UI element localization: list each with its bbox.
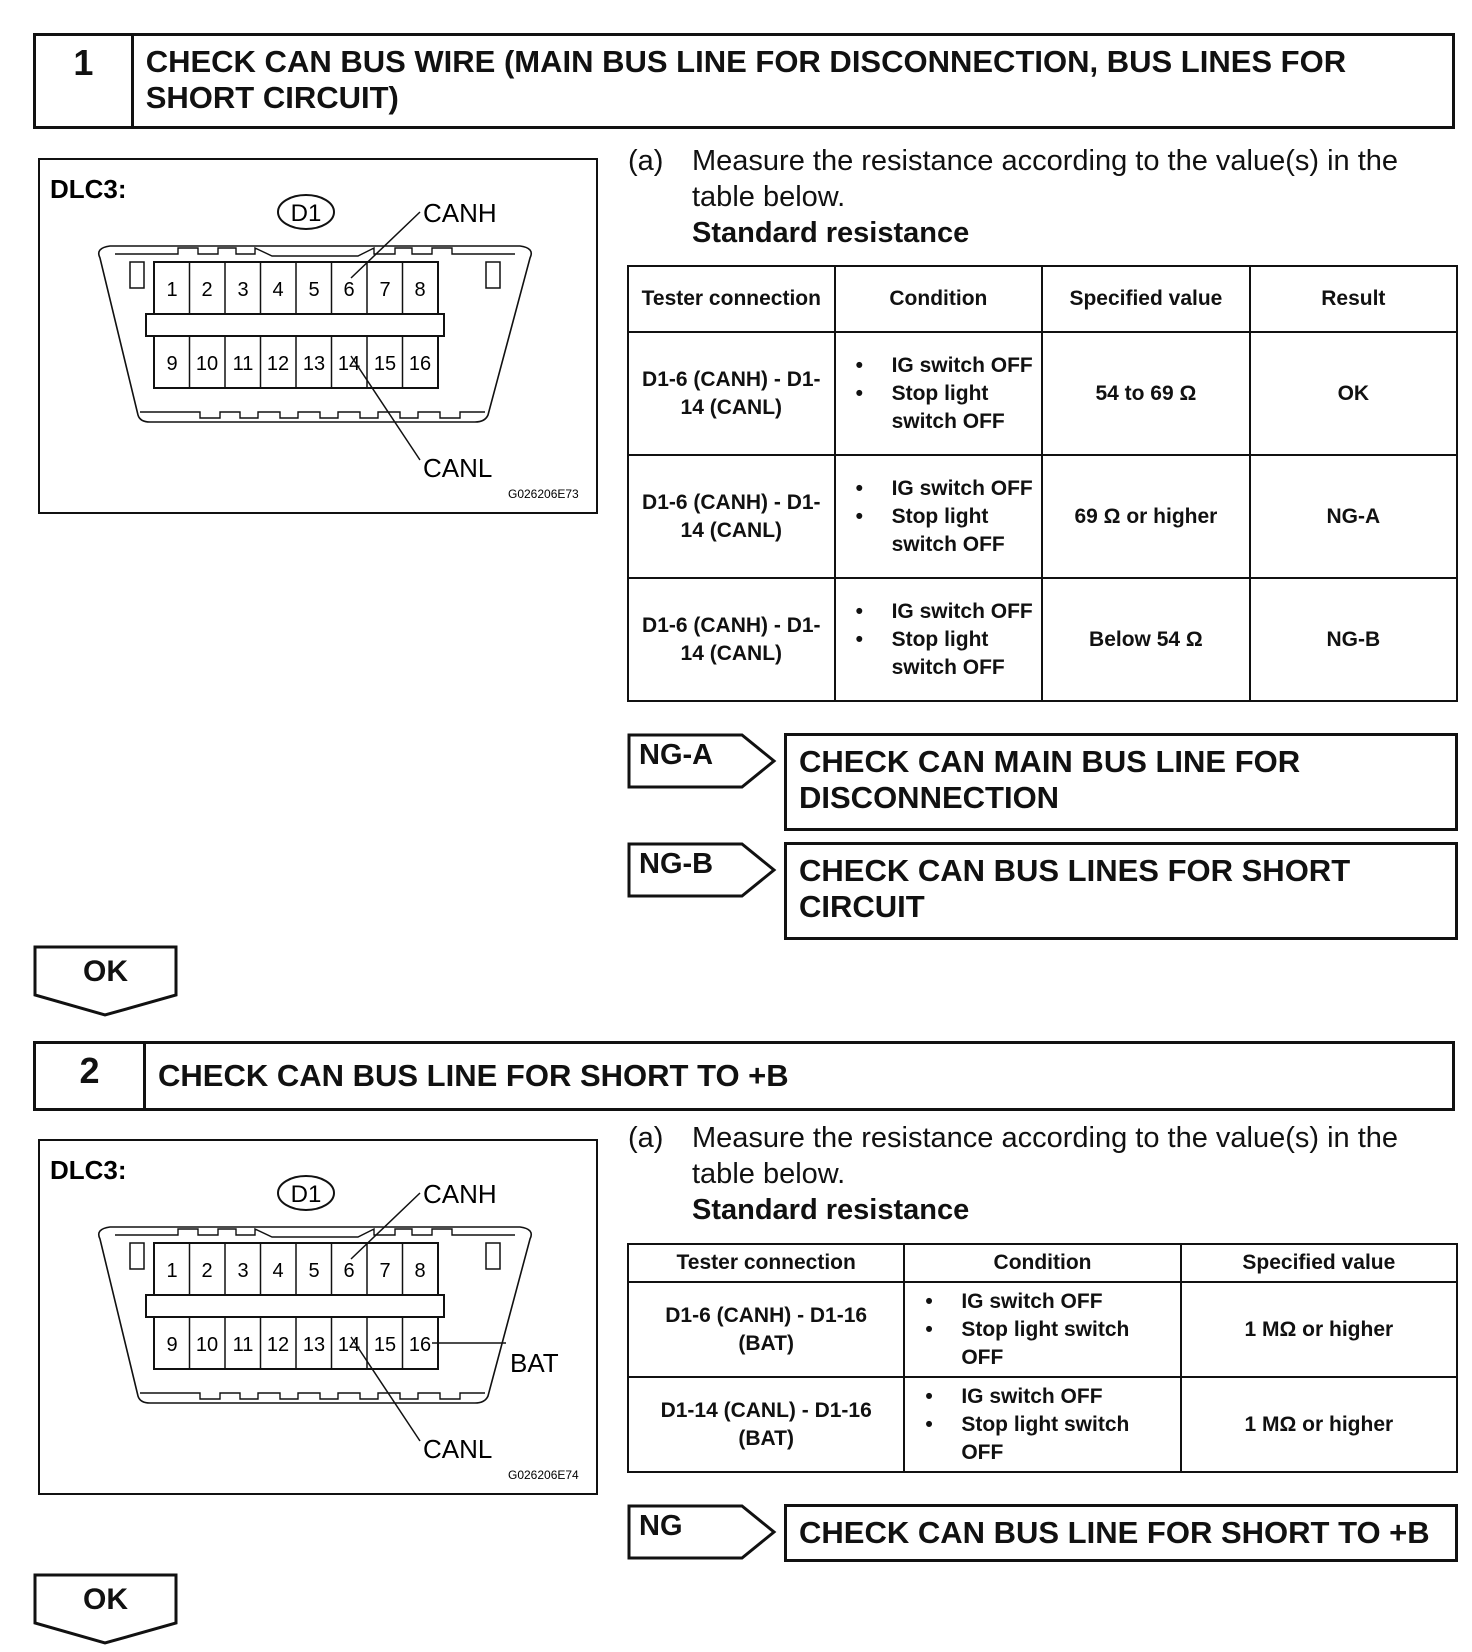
instruction-text: Measure the resistance according to the value(s) in the table below. — [692, 1122, 1399, 1190]
col-header: Specified value — [1042, 266, 1249, 332]
diagram-label: DLC3: — [50, 1155, 127, 1185]
condition-item: • Stop light switch OFF — [911, 1316, 1173, 1372]
cell-connection: D1-6 (CANH) - D1-14 (CANL) — [628, 455, 835, 578]
pin-11: 11 — [232, 353, 254, 375]
instruction-1 — [628, 143, 1458, 251]
cell-result: OK — [1250, 332, 1457, 455]
cell-connection: D1-14 (CANL) - D1-16 (BAT) — [628, 1377, 904, 1472]
cell-condition — [904, 1377, 1180, 1472]
condition-item: • Stop light switch OFF — [842, 626, 1036, 682]
pin-13: 13 — [302, 353, 326, 375]
pin-3: 3 — [237, 1260, 249, 1282]
ng-b-label: NG-B — [639, 848, 714, 880]
col-header: Condition — [835, 266, 1043, 332]
cell-condition — [904, 1282, 1180, 1377]
pin-11: 11 — [232, 1334, 254, 1356]
col-header: Tester connection — [628, 266, 835, 332]
condition-item: • IG switch OFF — [911, 1383, 1173, 1411]
cell-value: 54 to 69 Ω — [1042, 332, 1249, 455]
cell-value: 69 Ω or higher — [1042, 455, 1249, 578]
pin-16: 16 — [408, 353, 432, 375]
step-title: CHECK CAN BUS LINE FOR SHORT TO +B — [158, 1058, 789, 1093]
condition-item: • Stop light switch OFF — [842, 503, 1036, 559]
cell-condition — [835, 455, 1043, 578]
ok-label: OK — [83, 955, 128, 988]
pin-13: 13 — [302, 1334, 326, 1356]
table-row — [628, 455, 1457, 578]
instruction-2 — [628, 1120, 1458, 1228]
col-header: Result — [1250, 266, 1457, 332]
standard-resistance-title: Standard resistance — [692, 217, 970, 249]
ng-action: CHECK CAN BUS LINE FOR SHORT TO +B — [784, 1504, 1458, 1562]
ng-a-action: CHECK CAN MAIN BUS LINE FOR DISCONNECTION — [784, 733, 1458, 831]
pin-1: 1 — [166, 1260, 178, 1282]
ng-a-label: NG-A — [639, 739, 714, 771]
table-row — [628, 578, 1457, 701]
pin-8: 8 — [414, 1260, 426, 1282]
connector-name: D1 — [290, 1181, 322, 1208]
instruction-text: Measure the resistance according to the value(s) in the table below. — [692, 145, 1399, 213]
pin-9: 9 — [166, 353, 178, 375]
figure-id: G026206E73 — [508, 487, 579, 501]
pin-8: 8 — [414, 279, 426, 301]
condition-item: • IG switch OFF — [842, 598, 1036, 626]
cell-result: NG-A — [1250, 455, 1457, 578]
ok-label: OK — [83, 1583, 128, 1616]
pin-14: 14 — [337, 353, 361, 375]
pin-15: 15 — [373, 1334, 397, 1356]
pin-6: 6 — [343, 279, 355, 301]
ng-b-action: CHECK CAN BUS LINES FOR SHORT CIRCUIT — [784, 842, 1458, 940]
table-row — [628, 332, 1457, 455]
pin-15: 15 — [373, 353, 397, 375]
pin-2: 2 — [201, 1260, 213, 1282]
step-title: CHECK CAN BUS WIRE (MAIN BUS LINE FOR DISCONNECTION, BUS LINES FOR SHORT CIRCUIT) — [145, 44, 1347, 115]
dlc3-diagram-2 — [38, 1139, 598, 1495]
resistance-table-1 — [627, 265, 1458, 702]
pin-10: 10 — [195, 353, 219, 375]
cell-connection: D1-6 (CANH) - D1-14 (CANL) — [628, 578, 835, 701]
pin-7: 7 — [379, 1260, 391, 1282]
condition-item: • IG switch OFF — [842, 352, 1036, 380]
step-2-header — [33, 1041, 1455, 1111]
col-header: Tester connection — [628, 1244, 904, 1282]
canh-label: CANH — [423, 198, 497, 228]
pin-16: 16 — [408, 1334, 432, 1356]
condition-item: • IG switch OFF — [842, 475, 1036, 503]
pin-12: 12 — [266, 353, 290, 375]
col-header: Specified value — [1181, 1244, 1457, 1282]
pin-6: 6 — [343, 1260, 355, 1282]
bat-label: BAT — [510, 1348, 559, 1378]
resistance-table-2 — [627, 1243, 1458, 1473]
pin-14: 14 — [337, 1334, 361, 1356]
ok-arrow-1 — [33, 945, 179, 1017]
ng-b-tag — [627, 842, 777, 898]
pin-10: 10 — [195, 1334, 219, 1356]
pin-4: 4 — [272, 1260, 284, 1282]
figure-id: G026206E74 — [508, 1468, 579, 1482]
ng-tag — [627, 1504, 777, 1560]
pin-3: 3 — [237, 279, 249, 301]
step-1-header — [33, 33, 1455, 129]
pin-1: 1 — [166, 279, 178, 301]
dlc3-diagram-1 — [38, 158, 598, 514]
standard-resistance-title: Standard resistance — [692, 1194, 970, 1226]
table-row — [628, 1282, 1457, 1377]
col-header: Condition — [904, 1244, 1180, 1282]
pin-7: 7 — [379, 279, 391, 301]
canl-label: CANL — [423, 1434, 493, 1464]
step-number: 1 — [36, 36, 134, 126]
cell-result: NG-B — [1250, 578, 1457, 701]
ok-arrow-2 — [33, 1573, 179, 1645]
connector-drawing — [40, 160, 600, 516]
condition-item: • Stop light switch OFF — [911, 1411, 1173, 1467]
canl-label: CANL — [423, 453, 493, 483]
instruction-label: (a) — [628, 145, 664, 177]
condition-item: • IG switch OFF — [911, 1288, 1173, 1316]
ng-label: NG — [639, 1510, 683, 1542]
pin-2: 2 — [201, 279, 213, 301]
cell-value: Below 54 Ω — [1042, 578, 1249, 701]
connector-name: D1 — [290, 200, 322, 227]
connector-drawing — [40, 1141, 600, 1497]
pin-4: 4 — [272, 279, 284, 301]
cell-value: 1 MΩ or higher — [1181, 1377, 1457, 1472]
pin-9: 9 — [166, 1334, 178, 1356]
cell-connection: D1-6 (CANH) - D1-14 (CANL) — [628, 332, 835, 455]
cell-condition — [835, 332, 1043, 455]
ng-a-tag — [627, 733, 777, 789]
table-row — [628, 1377, 1457, 1472]
cell-condition — [835, 578, 1043, 701]
pin-5: 5 — [308, 1260, 320, 1282]
cell-connection: D1-6 (CANH) - D1-16 (BAT) — [628, 1282, 904, 1377]
canh-label: CANH — [423, 1179, 497, 1209]
step-number: 2 — [36, 1044, 146, 1108]
instruction-label: (a) — [628, 1122, 664, 1154]
condition-item: • Stop light switch OFF — [842, 380, 1036, 436]
cell-value: 1 MΩ or higher — [1181, 1282, 1457, 1377]
diagram-label: DLC3: — [50, 174, 127, 204]
pin-12: 12 — [266, 1334, 290, 1356]
pin-5: 5 — [308, 279, 320, 301]
